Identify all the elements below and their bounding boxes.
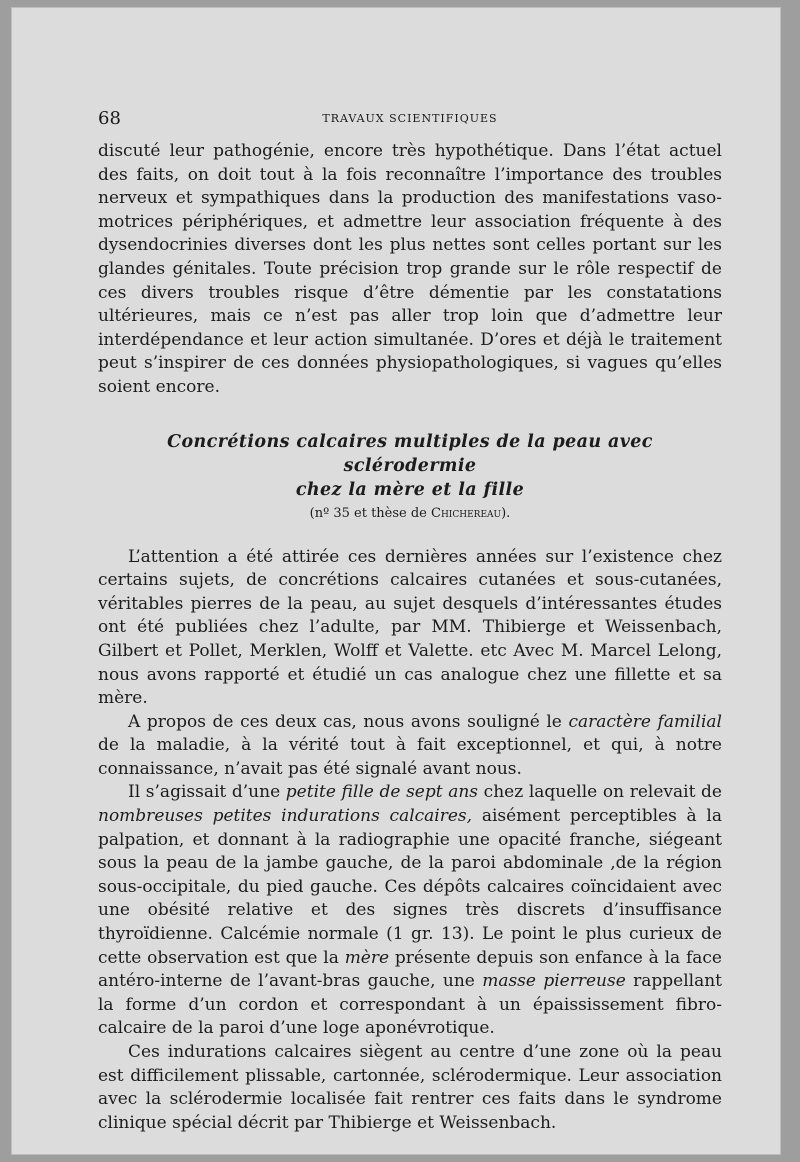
emphasis-petite-fille: petite fille de sept ans [285,782,479,803]
book-page [12,8,780,1154]
reference-prefix: (nº 35 et thèse de [309,505,432,521]
section-title-line-2: chez la mère et la fille [295,479,525,500]
paragraph-continued: discuté leur pathogénie, encore très hypothétique. Dans l’état actuel des faits, on doit tout à la fois reconnaître l’importance des troubles nerveux et sympathiques dans la production des manifestations vaso-motrices périphériques, et admettre leur association fréquente à des dysendocrinies diverses dont les plus nettes sont celles portant sur les glandes génitales. Toute précision trop grande sur le rôle respectif de ces divers troubles risque d’être démentie par les constatations ultérieures, mais ce n’est pas aller trop loin que d’admettre leur interdépendance et leur action simultanée. D’ores et déjà le traitement peut s’inspirer de ces données physiopathologiques, si vagues qu’elles soient encore. [98,141,722,397]
running-title: TRAVAUX SCIENTIFIQUES [322,112,498,125]
reference-author: Chichereau [431,505,502,521]
paragraph-observation [98,781,722,1041]
page-number: 68 [98,108,121,129]
paragraph-attention: L’attention a été attirée ces dernières années sur l’existence chez certains sujets, de concrétions calcaires cutanées et sous-cutanées, véritables pierres de la peau, au sujet desquels d’intéressantes études ont été publiées chez l’adulte, par MM. Thibierge et Weissenbach, Gilbert et Pollet, Merklen, Wolff et Valette. etc Avec M. Marcel Lelong, nous avons rapporté et étudié un cas analogue chez une fillette et sa mère. [98,546,722,709]
emphasis-masse-pierreuse: masse pierreuse [482,971,626,992]
page-body [98,140,722,1135]
emphasis-indurations: nombreuses petites indurations calcaires, [98,806,473,827]
text-span: rappellant la forme d’un cordon et correspondant à un épaississement fibro-calcaire de la paroi d’une loge aponévrotique. [98,971,722,1039]
emphasis-mere: mère [344,947,390,968]
text-span: présente depuis son enfance à la face antéro-interne de l’avant-bras gauche, une [98,947,722,992]
section-title-line-1: Concrétions calcaires multiples de la peau avec sclérodermie [167,431,653,476]
emphasis-caractere-familial: caractère familial [568,711,722,732]
page-header [98,108,722,132]
text-span: de la maladie, à la vérité tout à fait exceptionnel, et qui, à notre connaissance, n’avait pas été signalé avant nous. [98,735,722,779]
text-span: Il s’agissait d’une [128,782,286,803]
reference-suffix: ). [501,505,511,521]
section-heading [98,430,722,524]
text-span: aisément perceptibles à la palpation, et donnant à la radiographie une opacité franche, siégeant sous la peau de la jambe gauche, de la paroi abdominale ,de la région sous-occipitale, du pied gauche. Ces dépôts calcaires coïncidaient avec une obésité relative et des signes très discrets d’insuffisance thyroïdienne. Calcémie normale (1 gr. 13). Le point le plus curieux de cette observation est que la [98,806,723,968]
section-reference [98,504,722,524]
paragraph-familial [98,711,722,782]
paragraph-sclerodermie: Ces indurations calcaires siègent au centre d’une zone où la peau est difficilement plissable, cartonnée, sclérodermique. Leur association avec la sclérodermie localisée fait rentrer ces faits dans le syndrome clinique spécial décrit par Thibierge et Weissenbach. [98,1042,722,1133]
text-span: chez laquelle on relevait de [478,782,722,803]
text-span: A propos de ces deux cas, nous avons souligné le [128,711,569,732]
